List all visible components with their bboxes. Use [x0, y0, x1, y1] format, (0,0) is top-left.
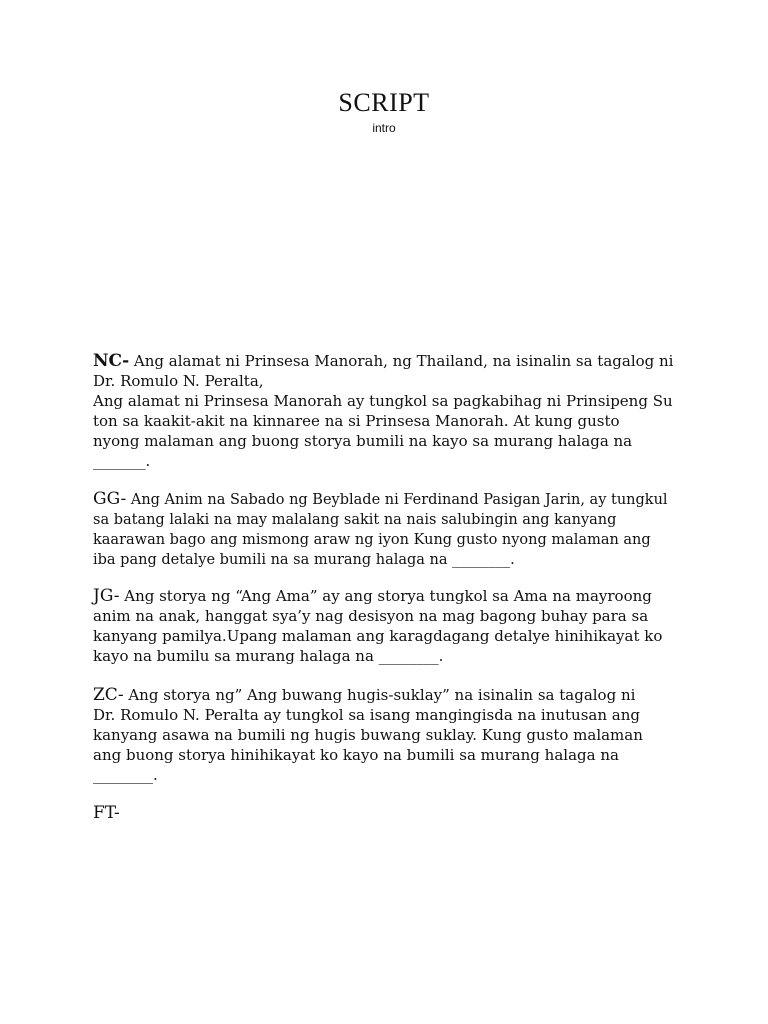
speaker-label: GG- [93, 489, 127, 509]
paragraph-text: Ang storya ng” Ang buwang hugis-suklay” na isinalin sa tagalog ni [123, 686, 636, 704]
paragraph-line: ton sa kaakit-akit na kinnaree na si Prinsesa Manorah. At kung gusto [93, 412, 620, 430]
paragraph-line: kayo na bumilu sa murang halaga na ________. [93, 647, 444, 665]
paragraph-line [93, 803, 693, 823]
script-body [93, 351, 693, 823]
paragraph-line: ang buong storya hinihikayat ko kayo na bumili sa murang halaga na [93, 746, 619, 764]
paragraph-line: kanyang pamilya.Upang malaman ang karagdagang detalye hinihikayat ko [93, 627, 663, 645]
paragraph-line: Ang alamat ni Prinsesa Manorah ay tungkol sa pagkabihag ni Prinsipeng Su [93, 392, 673, 410]
paragraph-line: nyong malaman ang buong storya bumili na kayo sa murang halaga na [93, 432, 633, 450]
script-paragraph-ft [93, 803, 693, 823]
speaker-label: JG- [93, 586, 120, 606]
paragraph-line: Dr. Romulo N. Peralta, [93, 372, 264, 390]
speaker-label: NC- [93, 351, 130, 371]
paragraph-line [93, 685, 693, 705]
paragraph-line [93, 586, 693, 606]
paragraph-text: Ang storya ng “Ang Ama” ay ang storya tungkol sa Ama na mayroong [119, 587, 652, 605]
paragraph-line: ________. [93, 766, 158, 784]
paragraph-line [93, 351, 693, 371]
paragraph-line: kaarawan bago ang mismong araw ng iyon Kung gusto nyong malaman ang [93, 532, 651, 548]
paragraph-text: Ang Anim na Sabado ng Beyblade ni Ferdinand Pasigan Jarin, ay tungkul [126, 492, 668, 508]
script-paragraph-gg [93, 489, 693, 570]
paragraph-line: anim na anak, hanggat sya’y nag desisyon na mag bagong buhay para sa [93, 607, 649, 625]
page-title: SCRIPT [338, 88, 430, 117]
page-subtitle: intro [372, 121, 396, 135]
paragraph-line: _______. [93, 452, 151, 470]
paragraph-line: kanyang asawa na bumili ng hugis buwang suklay. Kung gusto malaman [93, 726, 643, 744]
script-paragraph-jg [93, 586, 693, 666]
speaker-label: ZC- [93, 685, 124, 705]
paragraph-line [93, 489, 693, 510]
paragraph-line: iba pang detalye bumili na sa murang halaga na ________. [93, 552, 515, 568]
script-paragraph-zc [93, 685, 693, 785]
speaker-label: FT- [93, 803, 120, 823]
paragraph-line: sa batang lalaki na may malalang sakit na nais salubingin ang kanyang [93, 512, 617, 528]
paragraph-line: Dr. Romulo N. Peralta ay tungkol sa isang mangingisda na inutusan ang [93, 706, 640, 724]
script-paragraph-nc [93, 351, 693, 471]
paragraph-text: Ang alamat ni Prinsesa Manorah, ng Thailand, na isinalin sa tagalog ni [129, 352, 674, 370]
